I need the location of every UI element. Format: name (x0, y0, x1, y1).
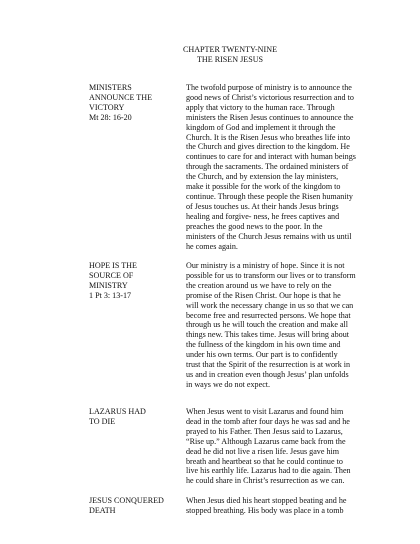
body-line: breath and heartbeat so that he could continue to (186, 456, 343, 466)
body-line: through us he will touch the creation and make all (186, 320, 349, 330)
body-line: continues to care for and interact with human beings (186, 152, 356, 162)
label-line: DEATH (89, 505, 116, 515)
body-line: healing and forgive- ness, he frees captives and (186, 211, 340, 221)
body-line: preaches the good news to the poor. In the (186, 221, 323, 231)
body-line: prayed to his Father. Then Jesus said to Lazarus, (186, 426, 343, 436)
label-line: TO DIE (89, 416, 116, 426)
body-line: become free and resurrected persons. We hope that (186, 310, 351, 320)
body-line: the Church and gives direction to the kingdom. He (186, 142, 350, 152)
body-line: good news of Christ’s victorious resurrection and to (186, 92, 354, 102)
body-line: possible for us to transform our lives or to transform (186, 270, 356, 280)
section-side-label (89, 83, 173, 123)
body-line: he could share in Christ’s resurrection as we can. (186, 476, 345, 486)
body-line: of Jesus touches us. At their hands Jesus brings (186, 201, 339, 211)
body-line: stopped breathing. His body was place in a tomb (186, 505, 344, 515)
body-line: in ways we do not expect. (186, 379, 271, 389)
scripture-reference: 1 Pt 3: 13-17 (89, 290, 132, 300)
chapter-heading (100, 45, 360, 64)
section-side-label (89, 261, 173, 301)
body-line: live his earthly life. Lazarus had to die again. Then (186, 466, 351, 476)
body-line: us and in creation even though Jesus’ plan unfolds (186, 369, 349, 379)
body-line: dead in the tomb after four days he was sad and he (186, 416, 350, 426)
body-line: will work the necessary change in us so that we can (186, 300, 354, 310)
chapter-title: THE RISEN JESUS (196, 54, 264, 64)
label-line: MINISTRY (89, 280, 128, 290)
body-line: When Jesus went to visit Lazarus and found him (186, 407, 344, 416)
section-side-label (89, 407, 173, 427)
body-line: apply that victory to the human race. Through (186, 102, 335, 112)
section-body-text (186, 83, 368, 251)
scripture-reference: Mt 28: 16-20 (89, 112, 132, 122)
body-line: ministers of the Church Jesus remains with us until (186, 231, 352, 241)
body-line: When Jesus died his heart stopped beating and he (186, 496, 347, 505)
body-line: through the sacraments. The ordained ministers of (186, 162, 349, 172)
body-line: promise of the Risen Christ. Our hope is that he (186, 290, 341, 300)
chapter-number: CHAPTER TWENTY-NINE (182, 45, 278, 54)
section-body-text (186, 496, 368, 516)
body-line: he comes again. (186, 241, 238, 251)
label-line: LAZARUS HAD (89, 407, 146, 416)
label-line: VICTORY (89, 102, 125, 112)
body-line: “Rise up.” Although Lazarus came back from the (186, 436, 346, 446)
label-line: ANNOUNCE THE (89, 92, 153, 102)
body-line: the fullness of the kingdom in his own time and (186, 340, 341, 350)
section-side-label (89, 496, 173, 516)
section-body-text (186, 261, 368, 390)
body-line: make it possible for the work of the kingdom to (186, 182, 341, 192)
section-body-text (186, 407, 368, 486)
body-line: trust that the Spirit of the resurrection is at work in (186, 360, 351, 370)
body-line: things new. This takes time. Jesus will bring about (186, 330, 349, 340)
body-line: continue. Through these people the Risen humanity (186, 191, 353, 201)
label-line: MINISTERS (89, 83, 132, 92)
body-line: Our ministry is a ministry of hope. Since it is not (186, 261, 345, 270)
body-line: ministers the Risen Jesus continues to announce the (186, 112, 354, 122)
label-line: JESUS CONQUERED (89, 496, 164, 505)
body-line: the Church, and by extension the lay ministers, (186, 172, 339, 182)
body-line: The twofold purpose of ministry is to announce the (186, 83, 352, 92)
body-line: the creation around us we have to rely on the (186, 280, 332, 290)
body-line: kingdom of God and implement it through the (186, 122, 336, 132)
body-line: dead he did not live a risen life. Jesus gave him (186, 446, 340, 456)
body-line: under his own terms. Our part is to confidently (186, 350, 338, 360)
body-line: Church. It is the Risen Jesus who breathes life into (186, 132, 351, 142)
label-line: HOPE IS THE (89, 261, 137, 270)
label-line: SOURCE OF (89, 270, 134, 280)
